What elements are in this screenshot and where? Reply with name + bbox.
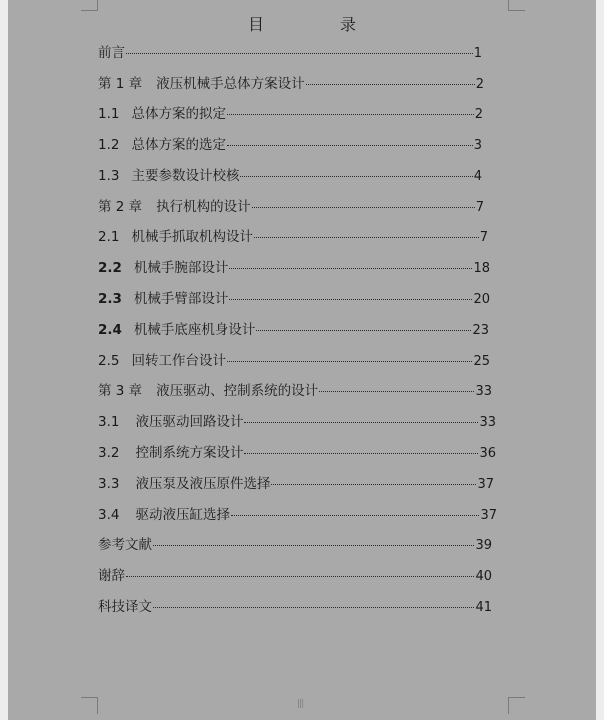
crop-mark-bottom-right (508, 697, 525, 714)
toc-entry[interactable] (98, 535, 492, 555)
toc-entry-page-number: 25 (473, 354, 490, 369)
toc-entry-number: 第 1 章 (98, 76, 143, 92)
crop-mark-top-left (81, 0, 98, 11)
toc-leader-dots (254, 236, 479, 238)
toc-entry-label: 主要参数设计校核 (131, 168, 240, 184)
toc-leader-dots (153, 544, 474, 546)
toc-leader-dots (306, 83, 475, 85)
toc-leader-dots (126, 52, 473, 54)
page-break-handle-icon[interactable]: ||| (297, 699, 304, 709)
toc-entry-label: 驱动液压缸选择 (135, 507, 230, 523)
toc-entry-label: 液压驱动、控制系统的设计 (156, 383, 319, 399)
toc-entry[interactable] (98, 43, 482, 63)
toc-entry-page-number: 20 (473, 292, 490, 307)
toc-entry-number: 2.1 (98, 229, 120, 245)
toc-entry-label: 谢辞 (98, 568, 125, 584)
toc-entry-number: 2.5 (98, 353, 120, 369)
toc-leader-dots (227, 113, 474, 115)
toc-leader-dots (244, 452, 478, 454)
toc-leader-dots (231, 514, 479, 516)
toc-title: 目 录 (247, 15, 386, 34)
toc-entry-number: 1.3 (98, 168, 120, 184)
toc-entry[interactable] (98, 135, 482, 155)
toc-entry[interactable] (98, 381, 492, 401)
toc-entry[interactable] (98, 566, 492, 586)
toc-entry-page-number: 1 (473, 46, 482, 61)
toc-entry-number: 第 3 章 (98, 383, 143, 399)
toc-leader-dots (229, 298, 472, 300)
toc-entry-label: 机械手抓取机构设计 (131, 229, 253, 245)
toc-entry-page-number: 18 (473, 261, 490, 276)
toc-leader-dots (319, 390, 474, 392)
toc-entry-page-number: 2 (474, 107, 483, 122)
toc-entry-page-number: 33 (475, 384, 492, 399)
toc-entry[interactable] (98, 289, 490, 309)
toc-entry-number: 2.2 (98, 260, 122, 276)
page-left-margin (0, 0, 8, 720)
toc-entry-page-number: 40 (475, 569, 492, 584)
toc-leader-dots (271, 483, 476, 485)
toc-entry[interactable] (98, 74, 484, 94)
toc-entry-page-number: 39 (475, 538, 492, 553)
toc-entry-number: 3.3 (98, 476, 120, 492)
toc-entry[interactable] (98, 351, 490, 371)
toc-entry-page-number: 2 (475, 77, 484, 92)
toc-entry-label: 前言 (98, 45, 125, 61)
toc-entry-number: 3.2 (98, 445, 120, 461)
toc-entry-label: 液压泵及液压原件选择 (135, 476, 271, 492)
toc-entry-label: 控制系统方案设计 (135, 445, 244, 461)
toc-entry[interactable] (98, 166, 482, 186)
toc-entry[interactable] (98, 412, 496, 432)
toc-leader-dots (244, 421, 478, 423)
toc-entry[interactable] (98, 443, 496, 463)
toc-leader-dots (252, 206, 475, 208)
toc-entry-page-number: 7 (475, 200, 484, 215)
toc-entry-number: 3.1 (98, 414, 120, 430)
toc-entry[interactable] (98, 104, 483, 124)
toc-entry[interactable] (98, 505, 497, 525)
toc-entry[interactable] (98, 197, 484, 217)
toc-entry-number: 2.4 (98, 322, 122, 338)
toc-entry-label: 总体方案的选定 (131, 137, 226, 153)
toc-entry[interactable] (98, 320, 489, 340)
toc-entry-label: 科技译文 (98, 599, 152, 615)
crop-mark-top-right (508, 0, 525, 11)
toc-entry-page-number: 41 (475, 600, 492, 615)
crop-mark-bottom-left (81, 697, 98, 714)
toc-entry-number: 第 2 章 (98, 199, 143, 215)
toc-entry[interactable] (98, 258, 490, 278)
toc-entry-label: 机械手腕部设计 (133, 260, 229, 276)
toc-entry-number: 1.2 (98, 137, 120, 153)
toc-entry-number: 2.3 (98, 291, 122, 307)
toc-entry-label: 机械手臂部设计 (133, 291, 229, 307)
toc-entry[interactable] (98, 227, 488, 247)
toc-leader-dots (229, 267, 472, 269)
toc-entry-page-number: 4 (473, 169, 482, 184)
toc-entry-page-number: 7 (479, 230, 488, 245)
toc-leader-dots (227, 360, 472, 362)
toc-leader-dots (126, 575, 474, 577)
page-right-margin (596, 0, 604, 720)
toc-leader-dots (153, 606, 474, 608)
toc-entry-number: 3.4 (98, 507, 120, 523)
toc-entry-label: 参考文献 (98, 537, 152, 553)
toc-entry-page-number: 37 (480, 508, 497, 523)
toc-leader-dots (227, 144, 473, 146)
toc-entry-label: 回转工作台设计 (131, 353, 226, 369)
toc-entry-page-number: 33 (479, 415, 496, 430)
toc-leader-dots (240, 175, 472, 177)
toc-entry-page-number: 23 (472, 323, 489, 338)
toc-entry-label: 机械手底座机身设计 (133, 322, 256, 338)
toc-entry-label: 液压机械手总体方案设计 (156, 76, 305, 92)
toc-entry-page-number: 37 (477, 477, 494, 492)
toc-entry-label: 总体方案的拟定 (131, 106, 226, 122)
toc-entry-page-number: 36 (479, 446, 496, 461)
toc-entry-label: 液压驱动回路设计 (135, 414, 244, 430)
toc-entry-page-number: 3 (473, 138, 482, 153)
toc-leader-dots (256, 329, 471, 331)
toc-entry[interactable] (98, 474, 494, 494)
toc-entry-number: 1.1 (98, 106, 120, 122)
toc-entry[interactable] (98, 597, 492, 617)
toc-entry-label: 执行机构的设计 (156, 199, 251, 215)
